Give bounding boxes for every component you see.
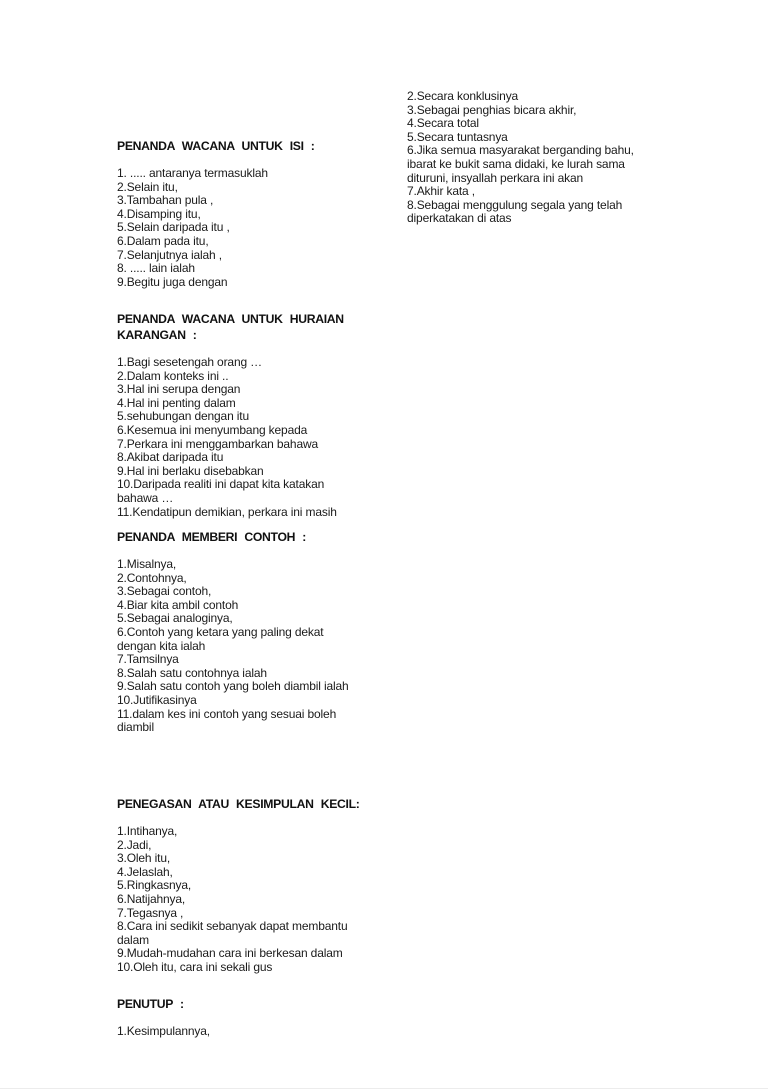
list-item: 7.Selanjutnya ialah , — [117, 247, 222, 262]
list-item: 4.Secara total — [407, 116, 479, 131]
list-item: 3.Sebagai contoh, — [117, 584, 212, 599]
list-item: dituruni, insyallah perkara ini akan — [407, 170, 584, 185]
list-item: 3.Tambahan pula , — [117, 193, 214, 208]
section-heading — [117, 948, 437, 1012]
list-item: 8.Salah satu contohnya ialah — [117, 665, 267, 680]
list-item: 7.Tegasnya , — [117, 905, 184, 920]
list-item: 11.dalam kes ini contoh yang sesuai boleh — [117, 706, 337, 721]
list-item: 8.Cara ini sedikit sebanyak dapat membantu — [117, 919, 348, 934]
list-item: 2.Selain itu, — [117, 179, 178, 194]
section-heading — [117, 481, 452, 545]
section-penanda-wacana-untuk-isi — [117, 90, 417, 289]
list-item: 3.Oleh itu, — [117, 851, 171, 866]
list-item: 2.Dalam konteks ini .. — [117, 368, 229, 383]
list-item: 8.Akibat daripada itu — [117, 450, 224, 465]
list-item: 6.Natijahnya, — [117, 891, 186, 906]
list-item: 10.Oleh itu, cara ini sekali gus — [117, 959, 273, 974]
section-heading — [117, 748, 452, 812]
list-item: 5.Selain daripada itu , — [117, 220, 230, 235]
list-item: 10.Jutifikasinya — [117, 692, 197, 707]
heading-line: PENANDA WACANA UNTUK HURAIAN — [117, 312, 344, 326]
list-item: 9.Begitu juga dengan — [117, 274, 228, 289]
section-penanda-wacana-untuk-isi-continued — [407, 90, 669, 226]
list-item: 5.Sebagai analoginya, — [117, 611, 233, 626]
list-item: 7.Akhir kata , — [407, 184, 475, 199]
section-heading — [117, 90, 417, 154]
heading-line: PENUTUP : — [117, 997, 184, 1011]
heading-line: PENANDA WACANA UNTUK ISI : — [117, 139, 315, 153]
list-item: 2.Secara konklusinya — [407, 89, 519, 103]
list-item: 4.Biar kita ambil contoh — [117, 597, 239, 612]
section-penutup — [117, 948, 437, 1039]
heading-line: KARANGAN : — [117, 328, 197, 342]
list-item: 1.Bagi sesetengah orang … — [117, 355, 263, 369]
list-item: dalam — [117, 932, 149, 947]
list-item: 6.Contoh yang ketara yang paling dekat — [117, 624, 324, 639]
section-item-list — [407, 90, 669, 226]
list-item: 5.Ringkasnya, — [117, 878, 192, 893]
list-item: 6.Dalam pada itu, — [117, 233, 209, 248]
list-item: 11.Kendatipun demikian, perkara ini masih — [117, 504, 337, 519]
list-item: diperkatakan di atas — [407, 211, 512, 226]
list-item: bahawa … — [117, 490, 174, 505]
list-item: 3.Sebagai penghias bicara akhir, — [407, 102, 577, 117]
list-item: 4.Jelaslah, — [117, 864, 173, 879]
section-item-list — [117, 1025, 437, 1039]
list-item: 1.Intihanya, — [117, 824, 178, 838]
section-penanda-memberi-contoh — [117, 481, 452, 735]
heading-line: PENEGASAN ATAU KESIMPULAN KECIL: — [117, 797, 360, 811]
list-item: 2.Contohnya, — [117, 570, 187, 585]
list-item: 8. ..... lain ialah — [117, 261, 195, 276]
list-item: 1.Kesimpulannya, — [117, 1024, 210, 1038]
list-item: 4.Disamping itu, — [117, 206, 201, 221]
list-item: 8.Sebagai menggulung segala yang telah — [407, 197, 623, 212]
list-item: 4.Hal ini penting dalam — [117, 395, 236, 410]
list-item: dengan kita ialah — [117, 638, 206, 653]
list-item: 6.Kesemua ini menyumbang kepada — [117, 422, 308, 437]
list-item: 10.Daripada realiti ini dapat kita katakan — [117, 477, 325, 492]
list-item: 6.Jika semua masyarakat berganding bahu, — [407, 143, 634, 158]
list-item: 5.Secara tuntasnya — [407, 129, 508, 144]
section-penegasan-atau-kesimpulan-kecil — [117, 748, 452, 975]
list-item: 9.Salah satu contoh yang boleh diambil ialah — [117, 679, 349, 694]
section-heading — [117, 263, 447, 343]
list-item: 7.Tamsilnya — [117, 652, 179, 667]
list-item: 1.Misalnya, — [117, 557, 177, 571]
list-item: 1. ..... antaranya termasuklah — [117, 166, 268, 180]
heading-line: PENANDA MEMBERI CONTOH : — [117, 530, 306, 544]
section-item-list — [117, 558, 452, 735]
list-item: diambil — [117, 720, 154, 735]
list-item: 2.Jadi, — [117, 837, 152, 852]
list-item: 3.Hal ini serupa dengan — [117, 382, 241, 397]
list-item: 9.Mudah-mudahan cara ini berkesan dalam — [117, 946, 343, 961]
list-item: 5.sehubungan dengan itu — [117, 409, 250, 424]
list-item: 7.Perkara ini menggambarkan bahawa — [117, 436, 319, 451]
list-item: ibarat ke bukit sama didaki, ke lurah sama — [407, 156, 625, 171]
list-item: 9.Hal ini berlaku disebabkan — [117, 463, 264, 478]
